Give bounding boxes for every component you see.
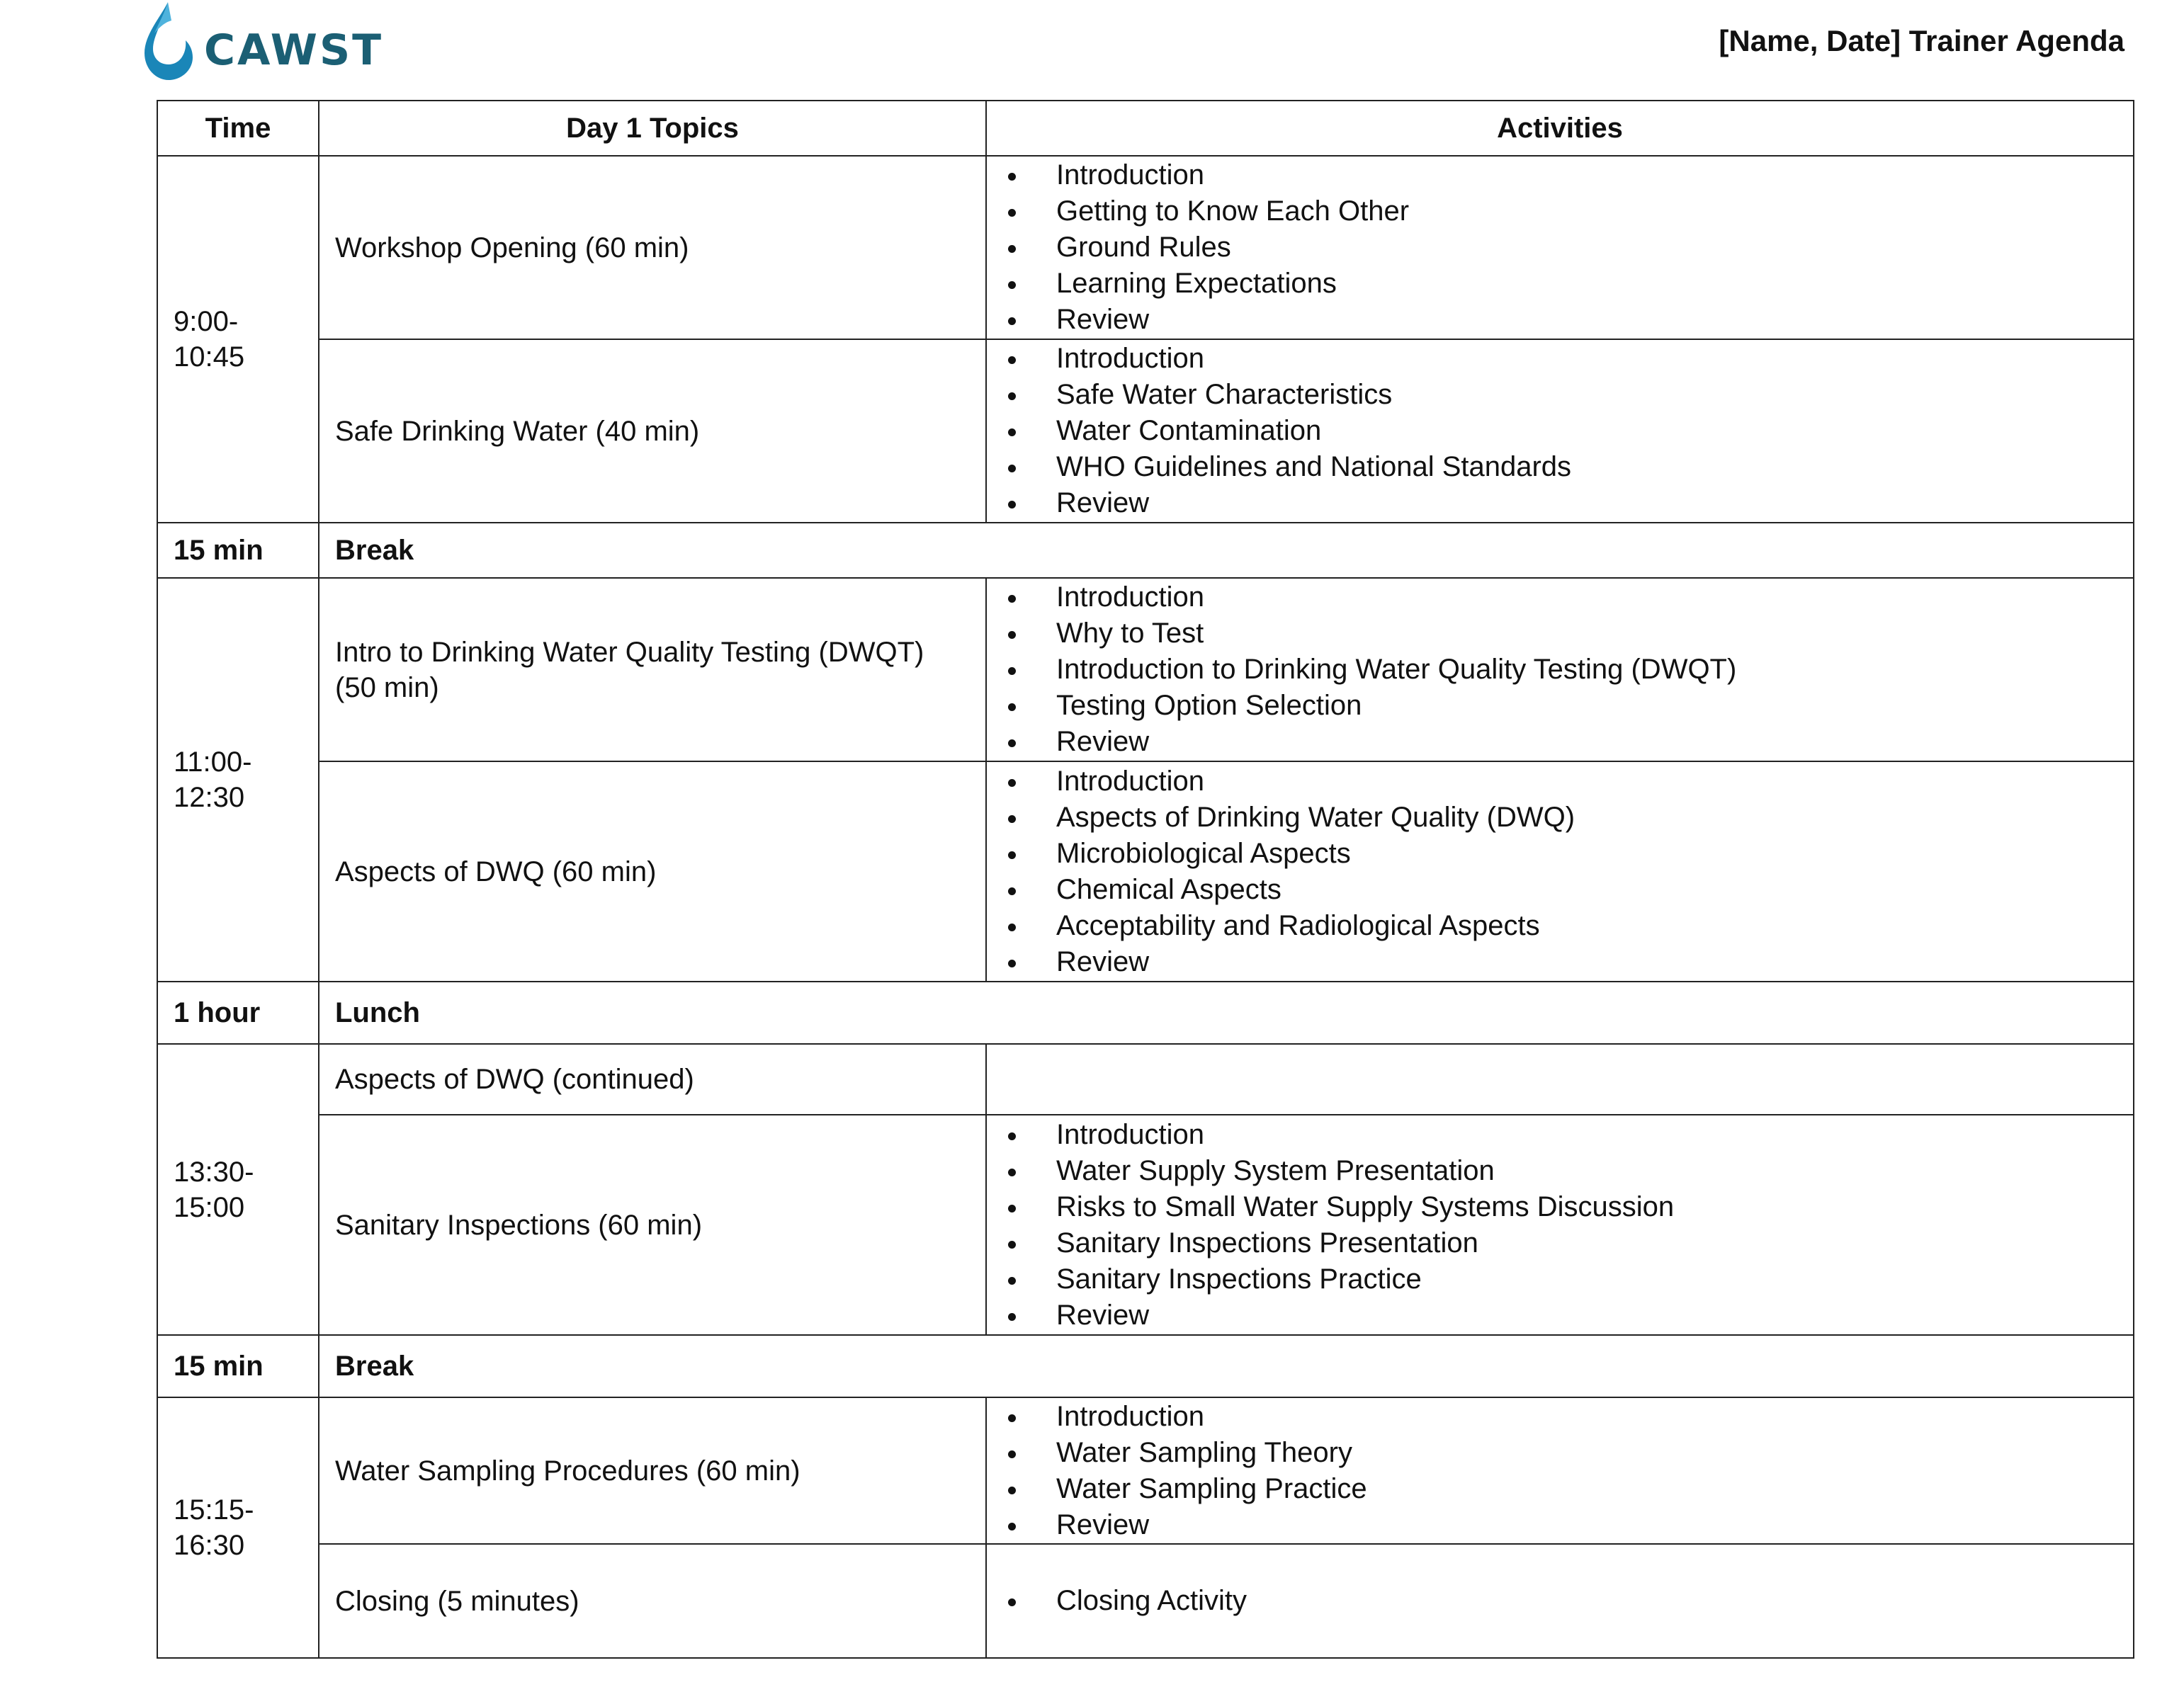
activity-item: Sanitary Inspections Presentation (1056, 1225, 2117, 1261)
session-activities (986, 1044, 2134, 1115)
session-activities (986, 1115, 2134, 1335)
session-activities (986, 761, 2134, 982)
activity-item: Water Supply System Presentation (1056, 1153, 2117, 1189)
activity-item: Microbiological Aspects (1056, 836, 2117, 872)
break-label: Break (319, 1335, 2134, 1397)
activity-item: Introduction (1056, 763, 2117, 800)
time-slot: 13:30- 15:00 (157, 1044, 319, 1335)
activity-item: Closing Activity (1056, 1583, 2117, 1619)
session-row (157, 1544, 2134, 1658)
session-topic: Sanitary Inspections (60 min) (319, 1115, 986, 1335)
session-topic: Intro to Drinking Water Quality Testing (DWQT) (50 min) (319, 578, 986, 761)
activity-list (1002, 579, 2117, 760)
time-slot: 15:15- 16:30 (157, 1397, 319, 1658)
activity-list (1002, 1117, 2117, 1334)
activity-item: Review (1056, 944, 2117, 980)
activity-item: Introduction (1056, 1399, 2117, 1435)
session-activities (986, 1397, 2134, 1544)
session-topic: Aspects of DWQ (60 min) (319, 761, 986, 982)
session-row (157, 1044, 2134, 1115)
activity-item: Introduction to Drinking Water Quality Testing (DWQT) (1056, 652, 2117, 688)
column-header-time: Time (157, 101, 319, 156)
activity-item: Ground Rules (1056, 229, 2117, 266)
break-duration: 15 min (157, 1335, 319, 1397)
activity-item: Acceptability and Radiological Aspects (1056, 908, 2117, 944)
activity-item: Water Sampling Practice (1056, 1471, 2117, 1507)
session-topic: Safe Drinking Water (40 min) (319, 339, 986, 523)
session-topic: Aspects of DWQ (continued) (319, 1044, 986, 1115)
activity-list (1002, 1583, 2117, 1619)
time-slot: 11:00- 12:30 (157, 578, 319, 982)
activity-item: WHO Guidelines and National Standards (1056, 449, 2117, 485)
activity-item: Testing Option Selection (1056, 688, 2117, 724)
header-row (157, 101, 2134, 156)
activity-list (1002, 1399, 2117, 1543)
agenda-table (157, 100, 2134, 1659)
water-drop-icon (139, 1, 197, 83)
column-header-activities: Activities (986, 101, 2134, 156)
session-topic: Workshop Opening (60 min) (319, 156, 986, 339)
break-row (157, 1335, 2134, 1397)
break-label: Lunch (319, 982, 2134, 1044)
activity-item: Water Contamination (1056, 413, 2117, 449)
session-row (157, 1115, 2134, 1335)
break-duration: 1 hour (157, 982, 319, 1044)
break-row (157, 523, 2134, 578)
activity-item: Getting to Know Each Other (1056, 193, 2117, 229)
session-activities (986, 339, 2134, 523)
activity-item: Review (1056, 302, 2117, 338)
activity-item: Introduction (1056, 157, 2117, 193)
activity-item: Why to Test (1056, 615, 2117, 652)
activity-item: Risks to Small Water Supply Systems Discussion (1056, 1189, 2117, 1225)
activity-item: Review (1056, 1297, 2117, 1334)
session-row (157, 761, 2134, 982)
activity-item: Review (1056, 485, 2117, 521)
session-activities (986, 156, 2134, 339)
time-slot: 9:00- 10:45 (157, 156, 319, 523)
break-label: Break (319, 523, 2134, 578)
activity-item: Review (1056, 1507, 2117, 1543)
session-activities (986, 1544, 2134, 1658)
session-topic: Water Sampling Procedures (60 min) (319, 1397, 986, 1544)
activity-item: Safe Water Characteristics (1056, 377, 2117, 413)
activity-list (1002, 763, 2117, 980)
activity-item: Water Sampling Theory (1056, 1435, 2117, 1471)
activity-item: Aspects of Drinking Water Quality (DWQ) (1056, 800, 2117, 836)
activity-item: Introduction (1056, 579, 2117, 615)
activity-item: Introduction (1056, 341, 2117, 377)
activity-item: Review (1056, 724, 2117, 760)
session-row (157, 339, 2134, 523)
activity-item: Introduction (1056, 1117, 2117, 1153)
activity-item: Learning Expectations (1056, 266, 2117, 302)
session-row (157, 156, 2134, 339)
activity-item: Sanitary Inspections Practice (1056, 1261, 2117, 1297)
session-row (157, 578, 2134, 761)
session-activities (986, 578, 2134, 761)
activity-list (1002, 341, 2117, 521)
break-duration: 15 min (157, 523, 319, 578)
session-row (157, 1397, 2134, 1544)
session-topic: Closing (5 minutes) (319, 1544, 986, 1658)
activity-list (1002, 157, 2117, 338)
cawst-logo (139, 0, 383, 84)
column-header-topics: Day 1 Topics (319, 101, 986, 156)
logo-text: CAWST (204, 25, 384, 75)
break-row (157, 982, 2134, 1044)
document-title: [Name, Date] Trainer Agenda (1719, 24, 2124, 57)
agenda-body (157, 156, 2134, 1658)
activity-item: Chemical Aspects (1056, 872, 2117, 908)
